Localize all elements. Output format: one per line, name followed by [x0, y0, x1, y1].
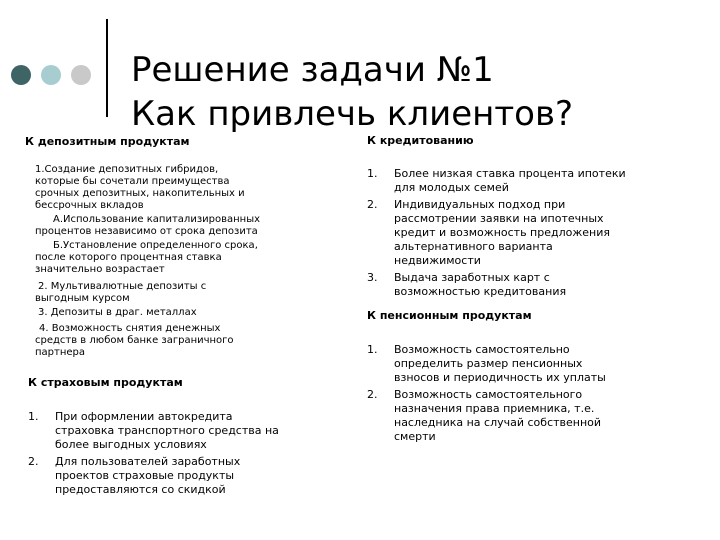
- list-item: 3. Выдача заработных карт с возможностью кредитования: [367, 271, 567, 298]
- decor-dot-dark: [11, 65, 31, 85]
- list-item: 1. При оформлении автокредита страховка транспортного средства на более выгодных условиях: [28, 410, 279, 451]
- decor-dot-light: [41, 65, 61, 85]
- list-item: 1. Более низкая ставка процента ипотеки для молодых семей: [367, 167, 626, 194]
- title-line-1: Решение задачи №1: [131, 50, 494, 90]
- deposit-item-4: 4. Возможность снятия денежных средств в любом банке заграничного партнера: [35, 323, 234, 358]
- decor-dot-gray: [71, 65, 91, 85]
- title-divider: [106, 19, 108, 117]
- list-item: 2. Возможность самостоятельного назначения права приемника, т.е. наследника на случай собственной смерти: [367, 388, 602, 443]
- list-item: 2. Индивидуальных подход при рассмотрении заявки на ипотечных кредит и возможность предложения альтернативного варианта недвижимости: [367, 198, 610, 267]
- deposit-heading: К депозитным продуктам: [25, 135, 190, 148]
- slide-title: [131, 48, 573, 136]
- deposit-item-3: 3. Депозиты в драг. металлах: [38, 307, 197, 318]
- insurance-list: [28, 410, 279, 500]
- credit-list: [367, 167, 626, 302]
- deposit-item-1a: А.Использование капитализированных процентов независимо от срока депозита: [35, 214, 261, 237]
- title-line-2: Как привлечь клиентов?: [131, 94, 574, 134]
- pension-list: [367, 343, 606, 447]
- list-item: 1. Возможность самостоятельно определить размер пенсионных взносов и периодичность их уплаты: [367, 343, 606, 384]
- deposit-item-1: 1.Создание депозитных гибридов, которые бы сочетали преимущества срочных депозитных, накопительных и бессрочных вкладов: [35, 164, 245, 211]
- insurance-heading: К страховым продуктам: [28, 376, 183, 389]
- pension-heading: К пенсионным продуктам: [367, 309, 532, 322]
- deposit-item-1b: Б.Установление определенного срока, после которого процентная ставка значительно возрастает: [35, 240, 258, 275]
- credit-heading: К кредитованию: [367, 134, 474, 147]
- deposit-item-2: 2. Мультивалютные депозиты с выгодным курсом: [35, 281, 207, 304]
- list-item: 2. Для пользователей заработных проектов страховые продукты предоставляются со скидкой: [28, 455, 241, 496]
